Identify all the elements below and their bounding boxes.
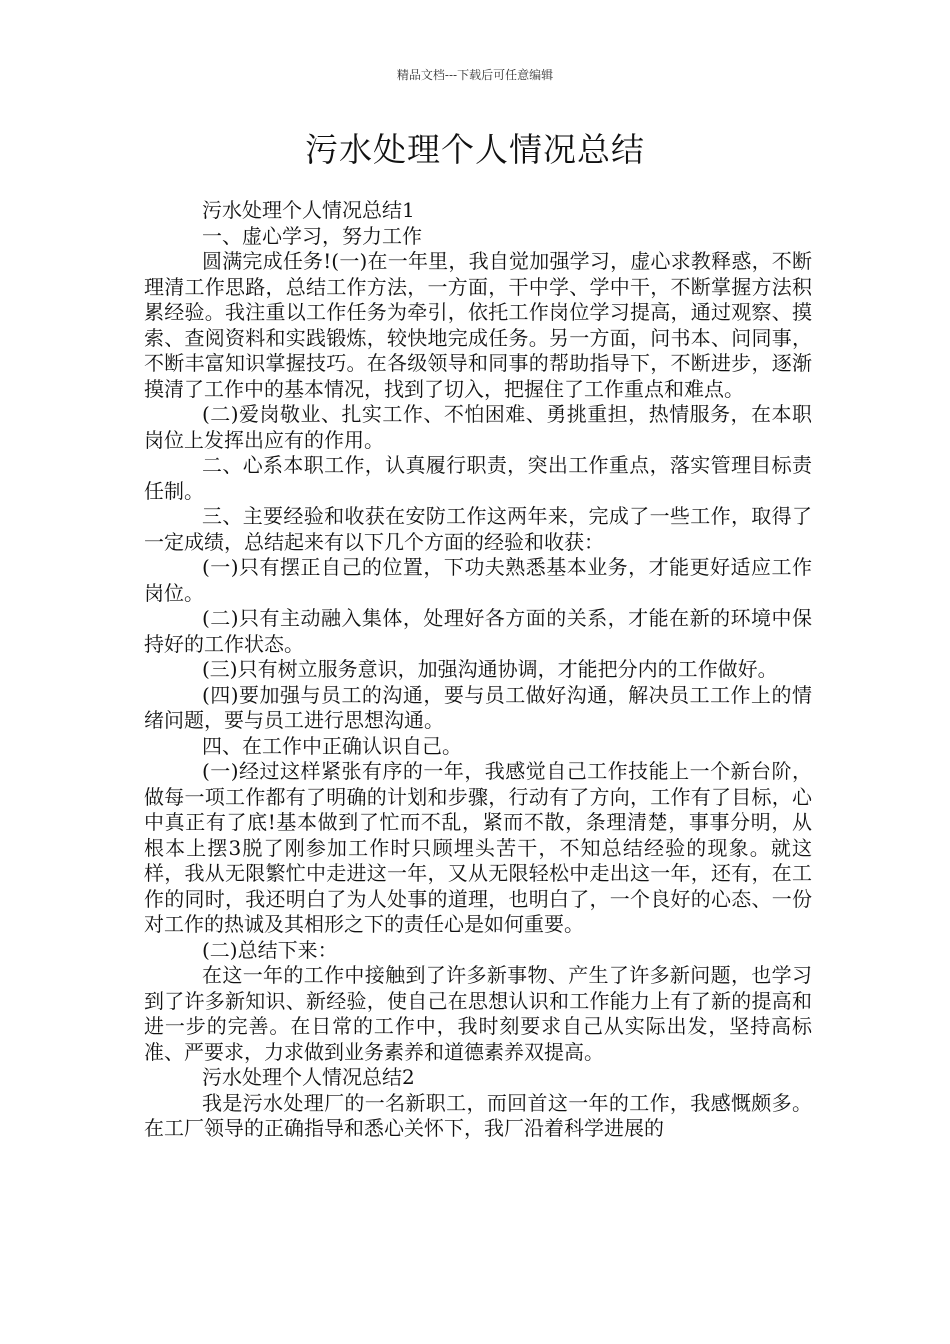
paragraph: (二)爱岗敬业、扎实工作、不怕困难、勇挑重担，热情服务，在本职岗位上发挥出应有的作用。	[144, 402, 812, 452]
document-title: 污水处理个人情况总结	[305, 130, 645, 169]
header-note: 精品文档---下载后可任意编辑	[396, 68, 554, 82]
paragraph: (三)只有树立服务意识，加强沟通协调，才能把分内的工作做好。	[202, 657, 778, 681]
paragraph: (一)只有摆正自己的位置，下功夫熟悉基本业务，才能更好适应工作岗位。	[144, 555, 812, 605]
paragraph: 四、在工作中正确认识自己。	[202, 733, 462, 758]
paragraph: 三、主要经验和收获在安防工作这两年来，完成了一些工作，取得了一定成绩，总结起来有以下几个方面的经验和收获：	[144, 504, 812, 554]
paragraph: (一)经过这样紧张有序的一年，我感觉自己工作技能上一个新台阶，做每一项工作都有了明确的计划和步骤，行动有了方向，工作有了目标，心中真正有了底!基本做到了忙而不乱，紧而不散，条理清楚，事事分明，从根本上摆3脱了刚参加工作时只顾埋头苦干，不知总结经验的现象。就这样，我从无限繁忙中走进这一年，又从无限轻松中走出这一年，还有，在工作的同时，我还明白了为人处事的道理，也明白了，一个良好的心态、一份对工作的热诚及其相形之下的责任心是如何重要。	[144, 759, 812, 936]
paragraph: (四)要加强与员工的沟通，要与员工做好沟通，解决员工工作上的情绪问题，要与员工进行思想沟通。	[144, 682, 812, 732]
paragraph: 在这一年的工作中接触到了许多新事物、产生了许多新问题，也学习到了许多新知识、新经验，使自己在思想认识和工作能力上有了新的提高和进一步的完善。在日常的工作中，我时刻要求自己从实际出发，坚持高标准、严要求，力求做到业务素养和道德素养双提高。	[144, 963, 812, 1064]
paragraph: (二)只有主动融入集体，处理好各方面的关系，才能在新的环境中保持好的工作状态。	[144, 606, 812, 656]
paragraph: (二)总结下来：	[202, 937, 338, 962]
document-body	[144, 198, 812, 1142]
subheading-1: 一、虚心学习，努力工作	[202, 223, 422, 248]
section-heading-2: 污水处理个人情况总结2	[202, 1065, 415, 1089]
section-heading-1: 污水处理个人情况总结1	[202, 198, 415, 222]
paragraph: 圆满完成任务!(一)在一年里，我自觉加强学习，虚心求教释惑，不断理清工作思路，总结工作方法，一方面，干中学、学中干，不断掌握方法积累经验。我注重以工作任务为牵引，依托工作岗位学习提高，通过观察、摸索、查阅资料和实践锻炼，较快地完成任务。另一方面，问书本、问同事，不断丰富知识掌握技巧。在各级领导和同事的帮助指导下，不断进步，逐渐摸清了工作中的基本情况，找到了切入，把握住了工作重点和难点。	[144, 249, 812, 401]
paragraph: 我是污水处理厂的一名新职工，而回首这一年的工作，我感慨颇多。在工厂领导的正确指导和悉心关怀下，我厂沿着科学进展的	[144, 1090, 812, 1140]
paragraph: 二、心系本职工作，认真履行职责，突出工作重点，落实管理目标责任制。	[144, 453, 812, 503]
